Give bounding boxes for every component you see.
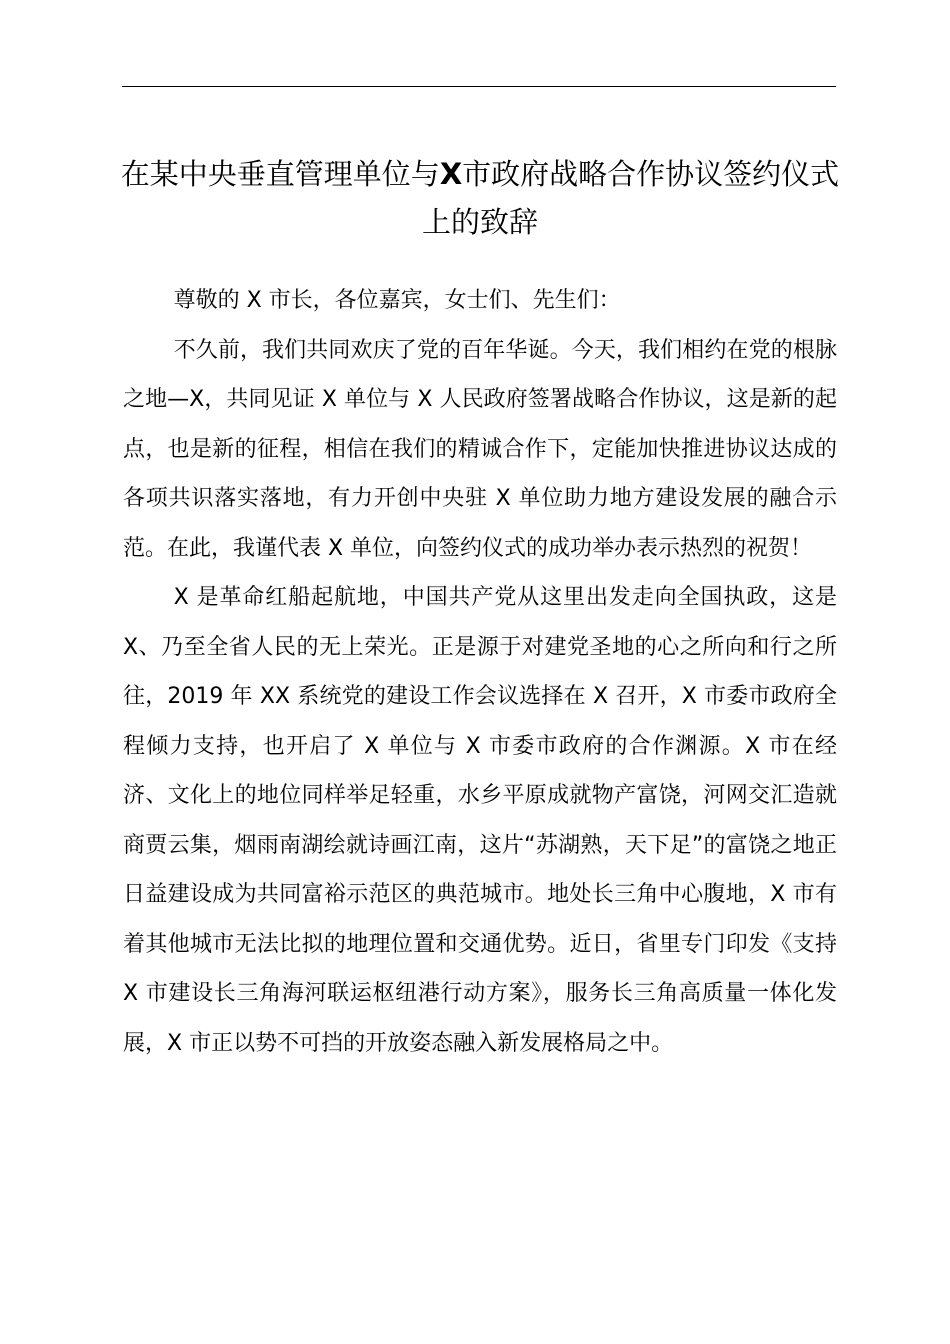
- title-part-2: 市政府战略合作协议签约仪式上的致辞: [421, 157, 840, 239]
- title-part-1: 在某中央垂直管理单位与: [120, 157, 440, 191]
- document-title: [110, 150, 850, 246]
- salutation-paragraph: 尊敬的 X 市长，各位嘉宾，女士们、先生们：: [173, 288, 621, 313]
- body-paragraph-1: 不久前，我们共同欢庆了党的百年华诞。今天，我们相约在党的根脉之地—X，共同见证 X 单位与 X 人民政府签署战略合作协议，这是新的起点，也是新的征程，相信在我们的精诚合作下，定能加快推进协议达成的各项共识落实落地，有力开创中央驻 X 单位助力地方建设发展的融合示范。在此，我谨代表 X 单位，向签约仪式的成功举办表示热烈的祝贺！: [123, 337, 837, 561]
- header-rule: [122, 86, 836, 87]
- title-x: X: [439, 157, 463, 191]
- document-body: [123, 276, 837, 1068]
- body-paragraph-2: X 是革命红船起航地，中国共产党从这里出发走向全国执政，这是 X、乃至全省人民的无上荣光。正是源于对建党圣地的心之所向和行之所往，2019 年 XX 系统党的建设工作会议选择在 X 召开，X 市委市政府全程倾力支持，也开启了 X 单位与 X 市委市政府的合作渊源。X 市在经济、文化上的地位同样举足轻重，水乡平原成就物产富饶，河网交汇造就商贾云集，烟雨南湖绘就诗画江南，这片“苏湖熟，天下足”的富饶之地正日益建设成为共同富裕示范区的典范城市。地处长三角中心腹地，X 市有着其他城市无法比拟的地理位置和交通优势。近日，省里专门印发《支持 X 市建设长三角海河联运枢纽港行动方案》，服务长三角高质量一体化发展，X 市正以势不可挡的开放姿态融入新发展格局之中。: [123, 585, 837, 1056]
